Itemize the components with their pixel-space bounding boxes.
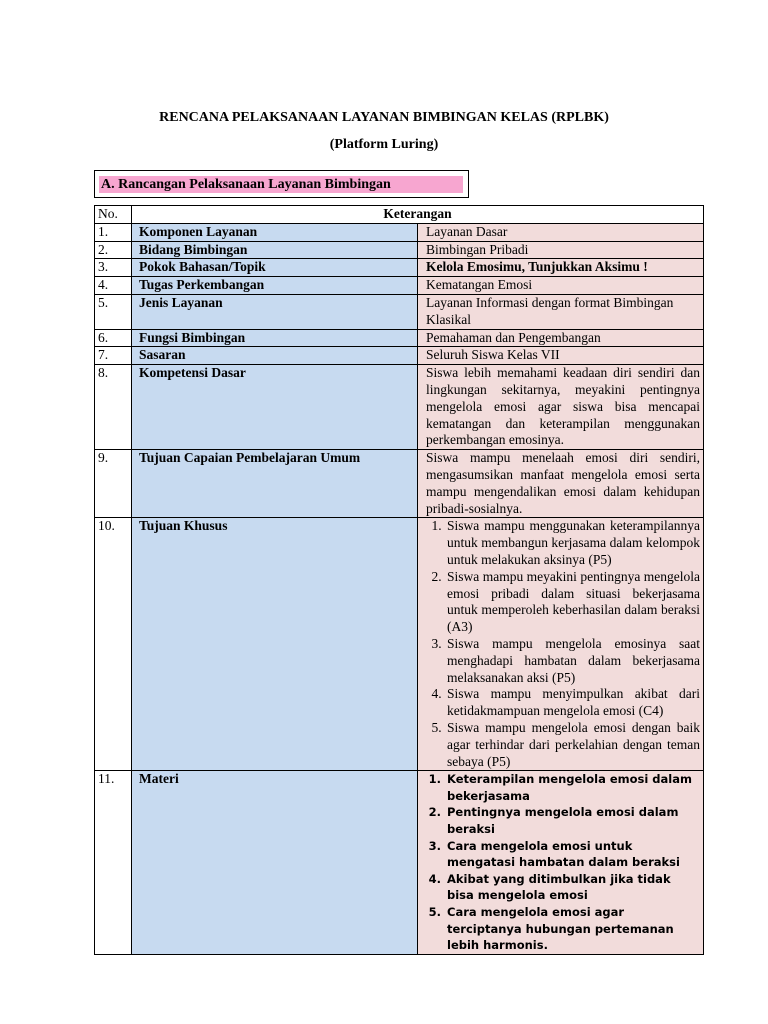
section-heading-box — [94, 170, 469, 198]
row-number: 2. — [95, 241, 132, 259]
row-value: Siswa lebih memahami keadaan diri sendiri dan lingkungan sekitarnya, meyakini pentingnya mengelola emosi agar siswa bisa mencapai kematangan dan keterampilan menggunakan perkembangan emosinya. — [418, 365, 704, 450]
row-number: 1. — [95, 223, 132, 241]
table-row — [95, 294, 704, 329]
document-subtitle: (Platform Luring) — [329, 137, 439, 152]
row-number: 8. — [95, 365, 132, 450]
table-row — [95, 329, 704, 347]
list-item: 2. Pentingnya mengelola emosi dalam beraksi — [445, 804, 700, 837]
rplbk-table — [94, 205, 704, 955]
list-item: 5. Cara mengelola emosi agar terciptanya hubungan pertemanan lebih harmonis. — [445, 904, 700, 954]
row-number: 3. — [95, 259, 132, 277]
list-item: 1. Siswa mampu menggunakan keterampilannya untuk membangun kerjasama dalam kelompok untuk melakukan aksinya (P5) — [445, 518, 700, 568]
list-item: 4. Akibat yang ditimbulkan jika tidak bisa mengelola emosi — [445, 871, 700, 904]
table-row — [95, 223, 704, 241]
table-row — [95, 259, 704, 277]
table-row — [95, 347, 704, 365]
row-number: 7. — [95, 347, 132, 365]
table-row — [95, 450, 704, 518]
row-component: Pokok Bahasan/Topik — [132, 259, 418, 277]
table-row — [95, 241, 704, 259]
row-value: Pemahaman dan Pengembangan — [418, 329, 704, 347]
row-value: Kematangan Emosi — [418, 277, 704, 295]
header-keterangan: Keterangan — [132, 206, 704, 224]
table-row — [95, 365, 704, 450]
table-header-row — [95, 206, 704, 224]
section-heading: A. Rancangan Pelaksanaan Layanan Bimbingan — [99, 176, 463, 193]
row-component: Komponen Layanan — [132, 223, 418, 241]
row-number: 4. — [95, 277, 132, 295]
row-number: 11. — [95, 771, 132, 955]
row-component: Tugas Perkembangan — [132, 277, 418, 295]
row-component: Jenis Layanan — [132, 294, 418, 329]
row-component: Tujuan Khusus — [132, 518, 418, 771]
table-row — [95, 771, 704, 955]
row-number: 6. — [95, 329, 132, 347]
row-value: Siswa mampu menelaah emosi diri sendiri, mengasumsikan manfaat mengelola emosi serta mampu mengendalikan emosi dalam kehidupan pribadi-sosialnya. — [418, 450, 704, 518]
list-item: 5. Siswa mampu mengelola emosi dengan baik agar terhindar dari perkelahian dengan teman sebaya (P5) — [445, 720, 700, 770]
row-value: Layanan Informasi dengan format Bimbingan Klasikal — [418, 294, 704, 329]
header-no: No. — [95, 206, 132, 224]
table-row — [95, 518, 704, 771]
row-value — [418, 518, 704, 771]
row-value: Layanan Dasar — [418, 223, 704, 241]
row-number: 5. — [95, 294, 132, 329]
row-value: Seluruh Siswa Kelas VII — [418, 347, 704, 365]
tujuan-khusus-list — [421, 518, 700, 770]
row-component: Kompetensi Dasar — [132, 365, 418, 450]
row-value: Bimbingan Pribadi — [418, 241, 704, 259]
list-item: 4. Siswa mampu menyimpulkan akibat dari ketidakmampuan mengelola emosi (C4) — [445, 686, 700, 720]
list-item: 1. Keterampilan mengelola emosi dalam bekerjasama — [445, 771, 700, 804]
row-number: 9. — [95, 450, 132, 518]
document-title: RENCANA PELAKSANAAN LAYANAN BIMBINGAN KELAS (RPLBK) — [159, 110, 609, 125]
row-value: Kelola Emosimu, Tunjukkan Aksimu ! — [418, 259, 704, 277]
row-value — [418, 771, 704, 955]
row-number: 10. — [95, 518, 132, 771]
list-item: 3. Cara mengelola emosi untuk mengatasi hambatan dalam beraksi — [445, 838, 700, 871]
row-component: Bidang Bimbingan — [132, 241, 418, 259]
row-component: Fungsi Bimbingan — [132, 329, 418, 347]
row-component: Materi — [132, 771, 418, 955]
table-row — [95, 277, 704, 295]
row-component: Tujuan Capaian Pembelajaran Umum — [132, 450, 418, 518]
list-item: 2. Siswa mampu meyakini pentingnya mengelola emosi pribadi dalam situasi bekerjasama untuk memperoleh keberhasilan dalam beraksi (A3) — [445, 569, 700, 636]
row-component: Sasaran — [132, 347, 418, 365]
list-item: 3. Siswa mampu mengelola emosinya saat menghadapi hambatan dalam bekerjasama melaksanakan aksi (P5) — [445, 636, 700, 686]
materi-list — [421, 771, 700, 954]
